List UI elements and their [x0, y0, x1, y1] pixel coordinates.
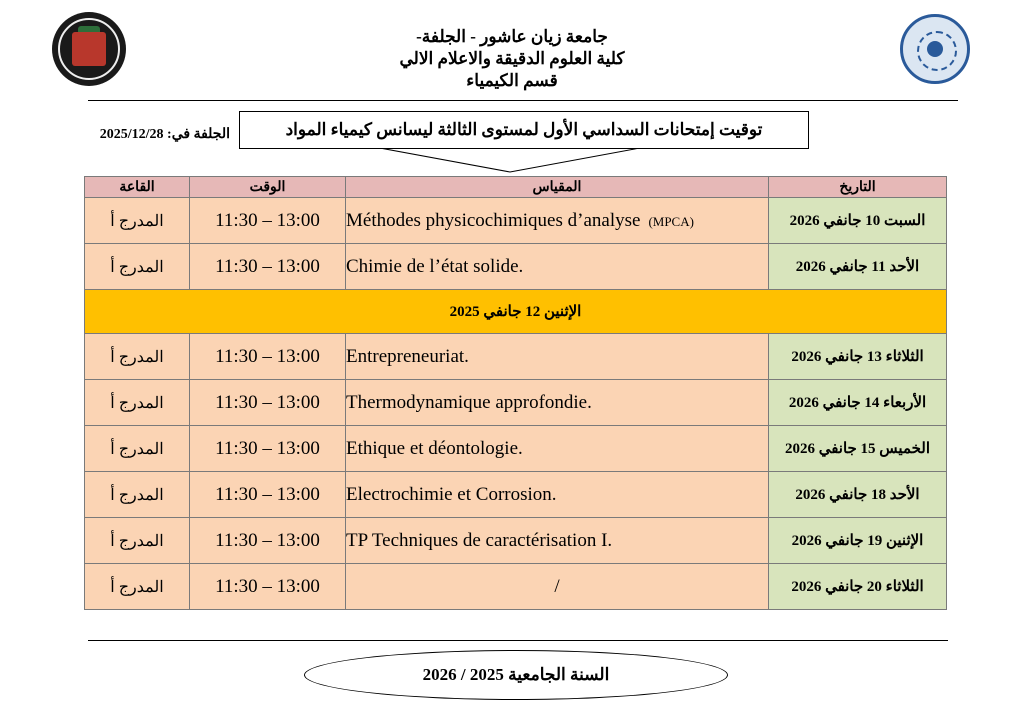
time-cell: 11:30 – 13:00 — [190, 334, 346, 380]
table-row — [85, 472, 947, 518]
faculty-logo — [900, 14, 970, 84]
academic-year: السنة الجامعية 2025 / 2026 — [304, 650, 728, 700]
date-cell: السبت 10 جانفي 2026 — [769, 198, 947, 244]
table-row — [85, 426, 947, 472]
time-cell: 11:30 – 13:00 — [190, 518, 346, 564]
date-cell: الثلاثاء 13 جانفي 2026 — [769, 334, 947, 380]
footer-divider — [88, 640, 948, 641]
module-cell: Ethique et déontologie. — [346, 426, 769, 472]
schedule-title: توقيت إمتحانات السداسي الأول لمستوى الثالثة ليسانس كيمياء المواد — [239, 111, 809, 149]
module-cell: / — [346, 564, 769, 610]
module-cell — [346, 198, 769, 244]
date-cell: الأحد 18 جانفي 2026 — [769, 472, 947, 518]
module-cell: Entrepreneuriat. — [346, 334, 769, 380]
hall-cell: المدرج أ — [85, 564, 190, 610]
date-cell: الإثنين 19 جانفي 2026 — [769, 518, 947, 564]
hall-cell: المدرج أ — [85, 472, 190, 518]
module-abbreviation: (MPCA) — [648, 213, 694, 229]
table-row — [85, 198, 947, 244]
faculty-name: كلية العلوم الدقيقة والاعلام الالي — [399, 49, 625, 68]
hall-cell: المدرج أ — [85, 334, 190, 380]
document-date — [60, 126, 230, 143]
time-cell: 11:30 – 13:00 — [190, 472, 346, 518]
table-row — [85, 518, 947, 564]
time-cell: 11:30 – 13:00 — [190, 564, 346, 610]
date-value: 2025/12/28 — [99, 127, 164, 142]
time-cell: 11:30 – 13:00 — [190, 198, 346, 244]
exam-schedule-table — [84, 176, 947, 610]
university-logo — [52, 12, 126, 86]
department-name: قسم الكيمياء — [466, 71, 558, 90]
table-row — [85, 334, 947, 380]
date-cell: الخميس 15 جانفي 2026 — [769, 426, 947, 472]
module-cell: Electrochimie et Corrosion. — [346, 472, 769, 518]
title-arrow-shape — [380, 148, 640, 174]
holiday-cell: الإثنين 12 جانفي 2025 — [85, 290, 947, 334]
hall-cell: المدرج أ — [85, 244, 190, 290]
holiday-row — [85, 290, 947, 334]
university-name: جامعة زيان عاشور - الجلفة- — [416, 27, 608, 46]
table-row — [85, 564, 947, 610]
date-cell: الأربعاء 14 جانفي 2026 — [769, 380, 947, 426]
hall-cell: المدرج أ — [85, 198, 190, 244]
date-cell: الثلاثاء 20 جانفي 2026 — [769, 564, 947, 610]
hall-cell: المدرج أ — [85, 518, 190, 564]
module-cell: Thermodynamique approfondie. — [346, 380, 769, 426]
hall-cell: المدرج أ — [85, 380, 190, 426]
date-cell: الأحد 11 جانفي 2026 — [769, 244, 947, 290]
time-cell: 11:30 – 13:00 — [190, 244, 346, 290]
module-cell: Chimie de l’état solide. — [346, 244, 769, 290]
column-header-module: المقياس — [346, 177, 769, 198]
header-divider — [88, 100, 958, 101]
time-cell: 11:30 – 13:00 — [190, 426, 346, 472]
module-cell: TP Techniques de caractérisation I. — [346, 518, 769, 564]
table-row — [85, 380, 947, 426]
column-header-date: التاريخ — [769, 177, 947, 198]
column-header-time: الوقت — [190, 177, 346, 198]
module-name: Méthodes physicochimiques d’analyse — [346, 209, 641, 231]
hall-cell: المدرج أ — [85, 426, 190, 472]
institution-header — [300, 26, 724, 92]
date-label: الجلفة في: — [167, 127, 230, 142]
column-header-hall: القاعة — [85, 177, 190, 198]
table-row — [85, 244, 947, 290]
time-cell: 11:30 – 13:00 — [190, 380, 346, 426]
